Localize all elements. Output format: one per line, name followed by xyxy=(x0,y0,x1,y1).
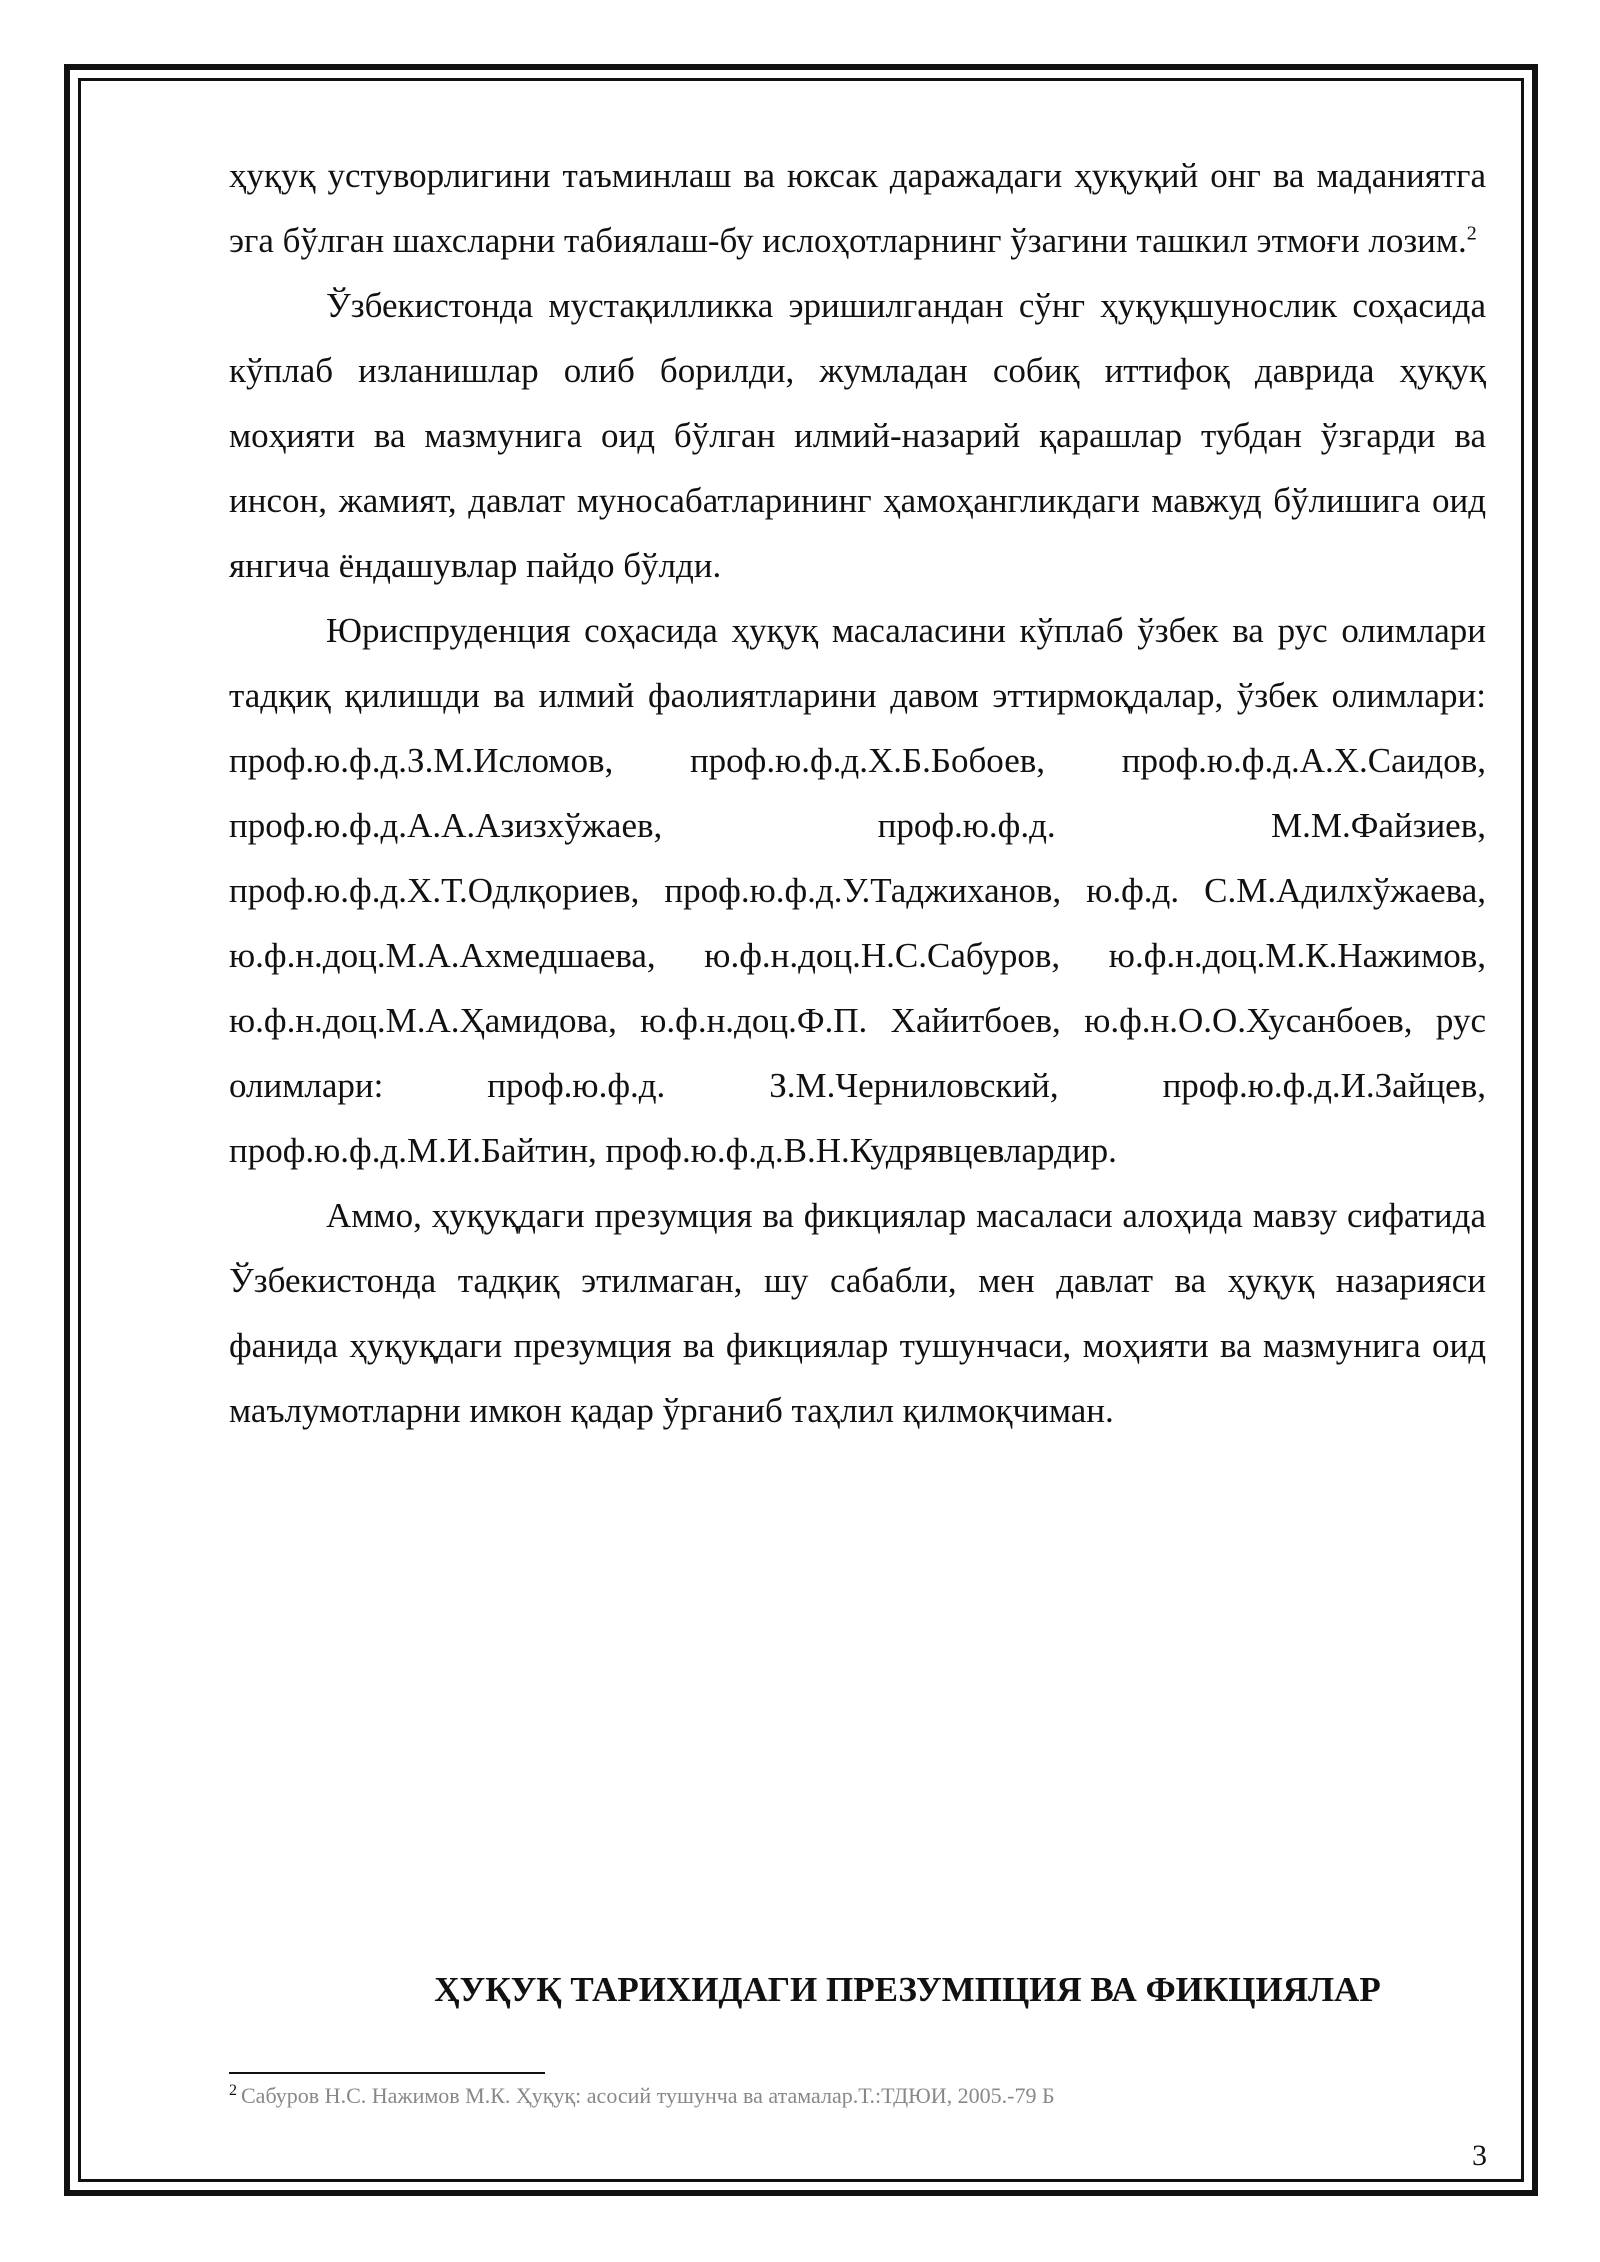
section-heading: ҲУҚУҚ ТАРИХИДАГИ ПРЕЗУМПЦИЯ ВА ФИКЦИЯЛАР xyxy=(434,1970,1381,2009)
paragraph-3: Юриспруденция соҳасида ҳуқуқ масаласини кўплаб ўзбек ва рус олимлари тадқиқ қилишди ва илмий фаолиятларини давом эттирмоқдалар, ўзбек олимлари: проф.ю.ф.д.З.М.Исломов, проф.ю.ф.д.Х.Б.Бобоев, проф.ю.ф.д.А.Х.Саидов, проф.ю.ф.д.А.А.Азизхўжаев, проф.ю.ф.д. М.М.Файзиев, проф.ю.ф.д.Х.Т.Одлқориев, проф.ю.ф.д.У.Таджиханов, ю.ф.д. С.М.Адилхўжаева, ю.ф.н.доц.М.А.Ахмедшаева, ю.ф.н.доц.Н.С.Сабуров, ю.ф.н.доц.М.К.Нажимов, ю.ф.н.доц.М.А.Ҳамидова, ю.ф.н.доц.Ф.П. Хайитбоев, ю.ф.н.О.О.Хусанбоев, рус олимлари: проф.ю.ф.д. З.М.Черниловский, проф.ю.ф.д.И.Зайцев, проф.ю.ф.д.М.И.Байтин, проф.ю.ф.д.В.Н.Кудрявцевлардир. xyxy=(229,611,1486,1170)
paragraph-2: Ўзбекистонда мустақилликка эришилгандан сўнг ҳуқуқшунослик соҳасида кўплаб изланишлар олиб борилди, жумладан собиқ иттифоқ даврида ҳуқуқ моҳияти ва мазмунига оид бўлган илмий-назарий қарашлар тубдан ўзгарди ва инсон, жамият, давлат муносабатларининг ҳамоҳангликдаги мавжуд бўлишига оид янгича ёндашувлар пайдо бўлди. xyxy=(229,286,1486,585)
paragraph-4: Аммо, ҳуқуқдаги презумция ва фикциялар масаласи алоҳида мавзу сифатида Ўзбекистонда тадқиқ этилмаган, шу сабабли, мен давлат ва ҳуқуқ назарияси фанида ҳуқуқдаги презумция ва фикциялар тушунчаси, моҳияти ва мазмунига оид маълумотларни имкон қадар ўрганиб таҳлил қилмоқчиман. xyxy=(229,1196,1486,1430)
footnote-mark: 2 xyxy=(229,2081,237,2099)
footnote-divider xyxy=(229,2072,545,2074)
footnote-text: Сабуров Н.С. Нажимов М.К. Ҳуқуқ: асосий тушунча ва атамалар.Т.:ТДЮИ, 2005.-79 Б xyxy=(241,2083,1055,2108)
page-number: 3 xyxy=(1472,2139,1487,2172)
footnote-reference[interactable]: 2 xyxy=(1466,222,1477,245)
body-text xyxy=(229,143,1486,1443)
paragraph-1-text: ҳуқуқ устуворлигини таъминлаш ва юксак даражадаги ҳуқуқий онг ва маданиятга эга бўлган шахсларни табиялаш-бу ислоҳотларнинг ўзагини ташкил этмоғи лозим. xyxy=(229,156,1486,260)
footnote xyxy=(229,2080,1055,2112)
paragraph-1 xyxy=(229,143,1486,273)
